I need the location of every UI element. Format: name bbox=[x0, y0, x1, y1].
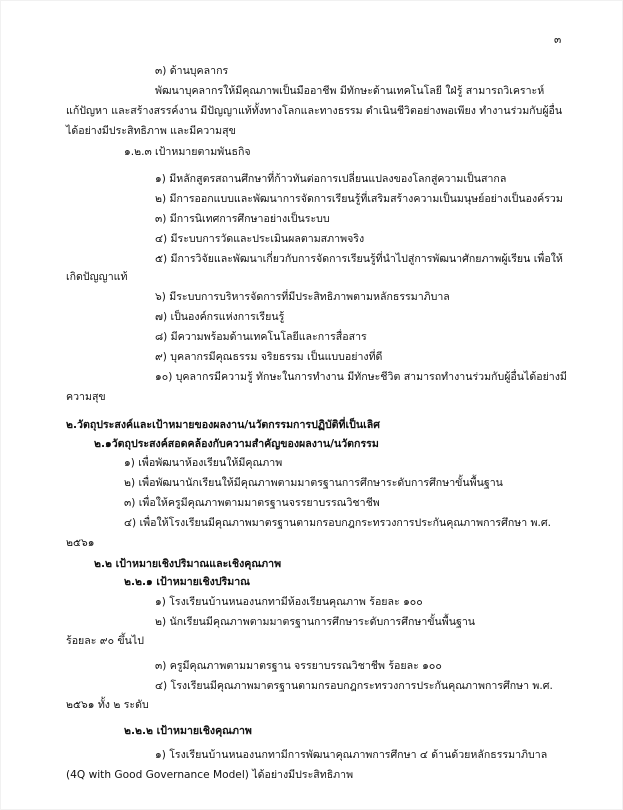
list-item: ๑) เพื่อพัฒนาห้องเรียนให้มีคุณภาพ bbox=[124, 457, 283, 469]
list-item-continuation: ๒๕๖๑ ทั้ง ๒ ระดับ bbox=[66, 699, 149, 711]
list-item: ๓) เพื่อให้ครูมีคุณภาพตามมาตรฐานจรรยาบรรณวิชาชีพ bbox=[124, 497, 380, 509]
list-item: ๑) โรงเรียนบ้านหนองนกทามีห้องเรียนคุณภาพ ร้อยละ ๑๐๐ bbox=[155, 596, 423, 608]
paragraph-line: แก้ปัญหา และสร้างสรรค์งาน มีปัญญาแท้ทั้งทางโลกและทางธรรม ดำเนินชีวิตอย่างพอเพียง ทำงานร่วมกับผู้อื่น bbox=[66, 105, 563, 117]
quality-targets-heading: ๒.๒.๒ เป้าหมายเชิงคุณภาพ bbox=[124, 725, 252, 737]
list-item: ๗) เป็นองค์กรแห่งการเรียนรู้ bbox=[155, 311, 285, 323]
list-item: ๒) เพื่อพัฒนานักเรียนให้มีคุณภาพตามมาตรฐานการศึกษาระดับการศึกษาขั้นพื้นฐาน bbox=[124, 477, 503, 489]
list-item-continuation: ร้อยละ ๙๐ ขึ้นไป bbox=[66, 635, 144, 647]
list-item: ๑) โรงเรียนบ้านหนองนกทามีการพัฒนาคุณภาพการศึกษา ๔ ด้านด้วยหลักธรรมาภิบาล bbox=[155, 749, 548, 761]
page-number: ๓ bbox=[554, 34, 562, 46]
list-item: ๑๐) บุคลากรมีความรู้ ทักษะในการทำงาน มีทักษะชีวิต สามารถทำงานร่วมกับผู้อื่นได้อย่างมี bbox=[155, 371, 567, 383]
list-item-continuation: ๒๕๖๑ bbox=[66, 537, 95, 549]
list-item-continuation: ความสุข bbox=[66, 391, 106, 403]
list-item: ๔) เพื่อให้โรงเรียนมีคุณภาพมาตรฐานตามกรอบกฎกระทรวงการประกันคุณภาพการศึกษา พ.ศ. bbox=[124, 517, 551, 529]
list-item-continuation: (4Q with Good Governance Model) ได้อย่างมีประสิทธิภาพ bbox=[66, 769, 354, 781]
paragraph-line: พัฒนาบุคลากรให้มีคุณภาพเป็นมืออาชีพ มีทักษะด้านเทคโนโลยี ใฝ่รู้ สามารถวิเคราะห์ bbox=[155, 85, 545, 97]
list-item: ๕) มีการวิจัยและพัฒนาเกี่ยวกับการจัดการเรียนรู้ที่นำไปสู่การพัฒนาศักยภาพผู้เรียน เพื่อให้ bbox=[155, 253, 563, 265]
mission-goals-heading: ๑.๒.๓ เป้าหมายตามพันธกิจ bbox=[124, 146, 251, 158]
list-item: ๘) มีความพร้อมด้านเทคโนโลยีและการสื่อสาร bbox=[155, 331, 367, 343]
list-item: ๒) นักเรียนมีคุณภาพตามมาตรฐานการศึกษาระดับการศึกษาขั้นพื้นฐาน bbox=[155, 616, 476, 628]
targets-heading: ๒.๒ เป้าหมายเชิงปริมาณและเชิงคุณภาพ bbox=[94, 558, 282, 570]
list-item: ๑) มีหลักสูตรสถานศึกษาที่ก้าวทันต่อการเปลี่ยนแปลงของโลกสู่ความเป็นสากล bbox=[155, 173, 507, 185]
list-item: ๒) มีการออกแบบและพัฒนาการจัดการเรียนรู้ที่เสริมสร้างความเป็นมนุษย์อย่างเป็นองค์รวม bbox=[155, 193, 563, 205]
list-item: ๓) มีการนิเทศการศึกษาอย่างเป็นระบบ bbox=[155, 213, 330, 225]
quantity-targets-heading: ๒.๒.๑ เป้าหมายเชิงปริมาณ bbox=[124, 576, 251, 588]
list-item: ๔) โรงเรียนมีคุณภาพมาตรฐานตามกรอบกฎกระทรวงการประกันคุณภาพการศึกษา พ.ศ. bbox=[155, 680, 553, 692]
list-item: ๔) มีระบบการวัดและประเมินผลตามสภาพจริง bbox=[155, 233, 365, 245]
list-item: ๖) มีระบบการบริหารจัดการที่มีประสิทธิภาพตามหลักธรรมาภิบาล bbox=[155, 291, 450, 303]
objectives-heading: ๒.๑วัตถุประสงค์สอดคล้องกับความสำคัญของผลงาน/นวัตกรรม bbox=[94, 438, 379, 450]
section2-heading: ๒.วัตถุประสงค์และเป้าหมายของผลงาน/นวัตกรรมการปฏิบัติที่เป็นเลิศ bbox=[66, 419, 380, 431]
list-item-continuation: เกิดปัญญาแท้ bbox=[66, 271, 128, 283]
personnel-heading: ๓) ด้านบุคลากร bbox=[155, 65, 229, 77]
list-item: ๙) บุคลากรมีคุณธรรม จริยธรรม เป็นแบบอย่างที่ดี bbox=[155, 351, 383, 363]
list-item: ๓) ครูมีคุณภาพตามมาตรฐาน จรรยาบรรณวิชาชีพ ร้อยละ ๑๐๐ bbox=[155, 660, 442, 672]
paragraph-line: ได้อย่างมีประสิทธิภาพ และมีความสุข bbox=[66, 125, 236, 137]
